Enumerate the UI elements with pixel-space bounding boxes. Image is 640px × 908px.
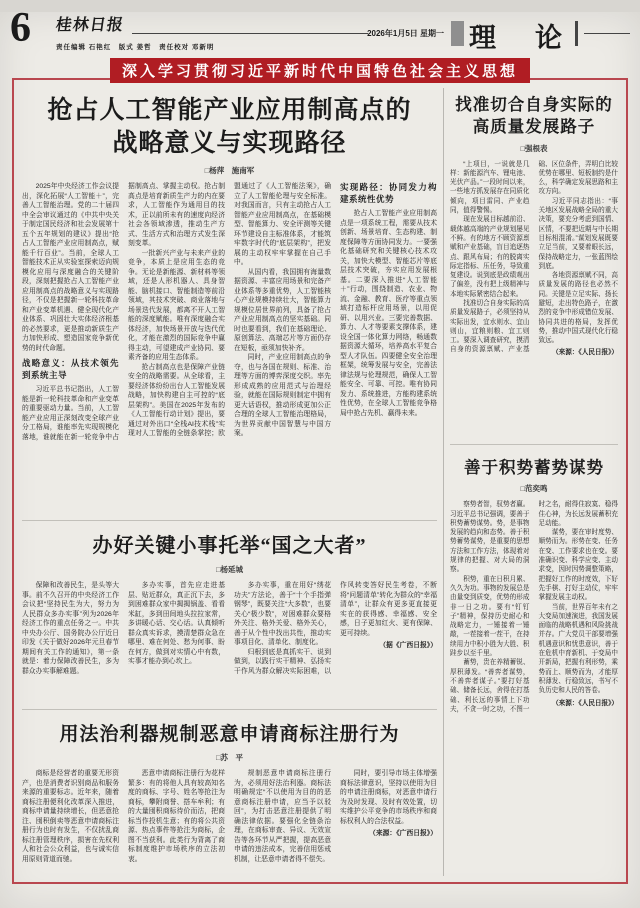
article-body [22, 581, 437, 703]
article-source: （据《广西日报》） [379, 642, 437, 650]
section-marker-block [451, 21, 464, 46]
article-paragraph: “上项目，一说就是几样：新能源汽车、锂电池、光伏产品。”一段时间以来，一些地方抓发展存在同质化倾向，项目雷同、产业趋同，值得警惕。 [450, 160, 530, 215]
article-main [22, 88, 437, 514]
article-paragraph: 蓄势，贵在养精蓄锐、厚积薄发。“善弈者谋势，不善弈者谋子。”要打好基础、储备长远，舍得在打基础、利长远的事情上下功夫，不贪一时之功，不图一时之名，耐得住寂寞、稳得住心神，为长远发展蓄积充足动能。 [450, 501, 618, 713]
article-paragraph: 找准切合自身实际的高质量发展路子，必须坚持从实际出发，宜水则水、宜山则山，宜粮则粮、宜工则工。要深入调查研究，摸清自身的资源禀赋、产业基础、区位条件，弄明白比较优势在哪里、短板制约是什么，科学确定发展思路和主攻方向。 [450, 160, 618, 354]
article-paragraph: 恶意申请商标注册行为花样繁多：有的将他人具有较高知名度的商标、字号、姓名等抢注为商标，攀附商誉、搭车牟利；有的大量囤积商标待价而沽，把商标当作投机生意；有的将公共资源、热点事件等抢注为商标，企图不当获利。此类行为背离了商标制度维护市场秩序的立法初衷。 [128, 770, 225, 863]
article-byline: □范奕鸣 [520, 484, 548, 494]
article-paragraph: 归根到底是真抓实干、说到做到，以践行实干精神、弘扬实干作风为群众解决实际困难，以作风转变答好民生考卷，不断将“问题清单”转化为群众的“幸福清单”，让群众有更多更直接更实在的获得感、幸福感、安全感，日子更加红火、更有保障、更可持续。 [234, 582, 437, 675]
article-paragraph: 抢占制高点也是保障产业链安全的战略需要。从全球看，主要经济体纷纷出台人工智能发展战略，加快构建自主可控的“底层架构”。美国在2025年发布的《人工智能行动计划》提出，要通过对外出口“全栈AI技术栈”实现对人工智能的全链条掌控；欧盟通过了《人工智能法案》，确立了人工智能伦理与安全标准。对我国而言，只有主动抢占人工智能产业应用制高点，在基础模型、智能算力、安全评测等关键环节建设自主标准体系，才能筑牢数字时代的“底层架构”，把发展的主动权牢牢掌握在自己手中。 [128, 183, 331, 437]
masthead [56, 12, 214, 51]
staff-line: 责任编辑 石艳红 版式 姜哲 责任校对 邓新明 [56, 44, 215, 51]
article-source: （来源：《人民日报》） [552, 699, 618, 707]
article-byline: □强根表 [520, 143, 548, 153]
header-rule-left [132, 33, 368, 34]
date-line: 2026年1月5日 星期一 [367, 29, 444, 38]
article-paragraph: 察势者智，驭势者赢。习近平总书记强调，要善于积势蓄势谋势。势，是事物发展的趋向和态势。善于积势蓄势谋势，是重要的思想方法和工作方法，体现着对规律的把握、对大局的洞察。 [450, 501, 530, 574]
article-source: （来源：《人民日报》） [552, 349, 618, 357]
article-paragraph: 抢占人工智能产业应用制高点是一项系统工程，需要从技术创新、场景培育、生态构建、制度保障等方面协同发力。一要强化基础研究和关键核心技术攻关，加快大模型、智能芯片等底层技术突破，夯实应用发展根基。二要深入推进“人工智能＋”行动，围绕制造、农业、物流、金融、教育、医疗等重点领域打造标杆应用场景，以用促研、以用兴业。三要完善数据、算力、人才等要素支撑体系，建设全国一体化算力网络，畅通数据资源大循环，培养高水平复合型人才队伍。四要健全安全治理框架，统筹发展与安全，完善法律法规与伦理规范，确保人工智能安全、可靠、可控。唯有协同发力、系统推进，方能构建系统性优势，在全球人工智能竞争格局中抢占先机、赢得未来。 [340, 210, 437, 417]
article-divider [450, 444, 618, 445]
section-bar [575, 21, 578, 46]
article-title: 用法治利器规制恶意申请商标注册行为 [59, 724, 400, 746]
article-title: 善于积势蓄势谋势 [464, 457, 604, 477]
section-title: 理 论 [469, 23, 568, 53]
newspaper-page [0, 5, 640, 908]
article-subhead: 战略意义：从技术领先到系统主导 [22, 358, 119, 380]
article-paragraph: 积势，重在日积月累、久久为功。事物的发展总是由量变到质变，优势的形成非一日之功。要有“钉钉子”精神，保持历史耐心和战略定力，一锤接着一锤敲，一茬接着一茬干，在持续用力中积小胜为大胜、积跬步以至千里。 [450, 575, 530, 658]
article-paragraph: 多办实事，重在用好“绣花功夫”方法论，善于“十个手指弹钢琴”，既要关注“大多数”，也要关心“极少数”，对困难群众要格外关注、格外关爱、格外关心，善于从个性中找出共性，推动实事项目化、清单化、制度化。 [234, 582, 331, 647]
right-region [450, 88, 618, 876]
column-divider [443, 88, 444, 876]
article-subhead: 实现路径：协同发力构建系统性优势 [340, 182, 437, 204]
page-header [10, 5, 630, 56]
article-paragraph: 当前，世界百年未有之大变局加速演进，我国发展面临的战略机遇和风险挑战并存。广大党员干部要增强机遇意识和忧患意识，善于在危机中育新机、于变局中开新局，把握有利形势，乘势而上、顺势而为，才能厚积薄发、行稳致远，书写不负历史和人民的答卷。 [538, 603, 618, 695]
article-paragraph: 2025年中央经济工作会议提出，深化拓展“人工智能＋”，完善人工智能治理。党的二十届四中全会审议通过的《中共中央关于制定国民经济和社会发展第十五个五年规划的建议》提出“抢占人工智能产业应用制高点，赋能千行百业”。当前，全球人工智能技术正从实验室探索迈向规模化应用与深度融合的关键阶段，深刻把握抢占人工智能产业应用制高点的战略意义与实现路径，不仅是把握新一轮科技革命和产业变革机遇、健全现代化产业体系、巩固壮大实体经济根基的必然要求，更是推动新质生产力加快形成、塑造国家竞争新优势的时代命题。 [22, 183, 119, 352]
article-divider [22, 520, 437, 521]
article-paragraph: 各地资源禀赋不同，高质量发展的路径也必然不同。关键是立足实际、扬长避短，走出特色路子，在激烈的竞争中形成错位发展、协同共进的格局，发挥优势，推动中国式现代化行稳致远。 [538, 272, 618, 345]
article-body [450, 500, 618, 830]
article-paragraph: 同时，要引导市场主体增强商标法律意识，坚持以使用为目的申请注册商标，对恶意申请行为及时发现、及时有效处置，切实维护公平竞争的市场秩序和商标权利人的合法权益。 [340, 770, 437, 825]
theme-banner: 深入学习贯彻习近平新时代中国特色社会主义思想 [110, 58, 530, 83]
article-paragraph: 商标是经营者的重要无形资产，也是消费者识别商品和服务来源的重要标志。近年来，随着商标注册便利化改革深入推进，商标申请量持续增长，但恶意抢注、囤积倒卖等恶意申请商标注册行为也时有发生，不仅扰乱商标注册管理秩序，损害在先权利人和社会公众利益，也与诚实信用原则背道而驰。 [22, 770, 119, 863]
article-title: 办好关键小事托举“国之大者” [92, 535, 367, 557]
article-source: （来源：《广西日报》） [369, 830, 437, 838]
article-byline: □杨延城 [215, 565, 244, 575]
masthead-logo: 桂林日报 [54, 17, 125, 34]
article-middle [22, 527, 437, 703]
article-divider [22, 709, 437, 710]
content-frame [12, 78, 628, 884]
article-paragraph: 保障和改善民生，是头等大事。前不久召开的中央经济工作会议把“坚持民生为大，努力为人民群众多办实事”列为2026年经济工作的重点任务之一。中共中央办公厅、国务院办公厅近日印发《关于做好2026年元旦春节期间有关工作的通知》，第一条就是：着力保障改善民生，多为群众办实事解难题。 [22, 582, 119, 675]
article-paragraph: 习近平总书记指出，人工智能是新一轮科技革命和产业变革的重要驱动力量。当前，人工智能产业应用正深刻改变全球产业分工格局，谁能率先实现规模化落地，谁就能在新一轮竞争中占据制高点、掌握主动权。抢占制高点是培育新质生产力的内在要求，人工智能作为通用目的技术，正以前所未有的速度向经济社会各领域渗透，推动生产方式、生活方式和治理方式发生深刻变革。 [22, 183, 225, 441]
article-bottom [22, 716, 437, 899]
article-title: 抢占人工智能产业应用制高点的 [47, 97, 412, 124]
article-paragraph: 同时，产业应用制高点的争夺，也与各国在规则、标准、治理等方面的博弈深度交织。率先形成成熟的应用范式与治理经验，就能在国际规则制定中拥有更大话语权，推动形成更加公正合理的全球人工智能治理格局，为世界贡献中国智慧与中国方案。 [234, 354, 331, 437]
left-region [22, 88, 437, 876]
article-title: 高质量发展路子 [472, 116, 596, 136]
page-number: 6 [10, 5, 31, 51]
article-right-bottom [450, 451, 618, 831]
article-paragraph: 多办实事，首先应走进基层、贴近群众，真正沉下去，多到困难群众家中揭揭锅盖、看看米缸，多到田间地头拉拉家常，多讲暖心话、交心话。认真倾听群众真实诉求，摸清楚群众急在哪里、难在何处、愁为何事、盼在何方，做到对实情心中有数，实事才能办到心坎上。 [128, 582, 225, 666]
header-rule-right [584, 33, 630, 34]
article-paragraph: 规制恶意申请商标注册行为，必须用好法治利器。商标法明确规定“不以使用为目的的恶意商标注册申请，应当予以驳回”，为打击恶意注册提供了明确法律依据。要强化全链条治理，在商标审查、异议、无效宣告等各环节从严把握，提高恶意申请的违法成本，完善信用惩戒机制，让恶意申请者得不偿失。 [234, 770, 331, 863]
article-byline: □杨萍 施南军 [204, 166, 255, 175]
article-title: 找准切合自身实际的 [455, 95, 613, 114]
article-paragraph: 一批新兴产业与未来产业的竞争，本质上是应用生态的竞争。无论是新能源、新材料等领域，还是人形机器人、具身智能、脑机接口、智能制造等前沿领域，其技术突破、商业落地与场景迭代发展，都离不开人工智能的深度赋能。唯有深度融合实体经济，加快场景开放与迭代优化，才能在激烈的国际竞争中赢得主动，可望建成产业协同、要素齐备的应用生态体系。 [128, 249, 225, 361]
article-paragraph: 从国内看，我国拥有海量数据资源、丰富应用场景和完备产业体系等多重优势，人工智能核心产业规模持续壮大，智能算力规模位居世界前列，具备了抢占产业应用制高点的坚实基础。同时也要看到，我们在基础理论、原创算法、高端芯片等方面仍存在短板，亟须加快补齐。 [234, 268, 331, 352]
article-paragraph: 现在发展目标越前沿、载体越高端的产业规划屡见不鲜。有的地方不顾资源禀赋和产业基础，盲目追逐热点、跟风布局；有的脱离实际定指标、压任务，导致重复建设。说到底是政绩观出了偏差，没有把上级精神与本地实际紧密结合起来。 [450, 216, 530, 298]
article-paragraph: 谋势，要在审时度势、顺势而为。形势在变、任务在变、工作要求也在变。要准确识变、科学应变、主动求变，因时因势调整策略，把握好工作的时度效，下好先手棋、打好主动仗，牢牢掌握发展主动权。 [538, 529, 618, 602]
article-title: 战略意义与实现路径 [112, 130, 347, 157]
article-paragraph: 习近平同志指出：“事关地区发展战略全局的重大决策，要充分考虑到国情、区情，不要把近期与中长期目标相混淆。”谋划发展既要立足当前，又要着眼长远，保持战略定力，一张蓝图绘到底。 [538, 197, 618, 270]
article-body [22, 769, 437, 899]
article-byline: □苏 平 [215, 753, 244, 763]
article-body [450, 160, 618, 438]
article-body [22, 182, 437, 514]
article-right-top [450, 88, 618, 438]
